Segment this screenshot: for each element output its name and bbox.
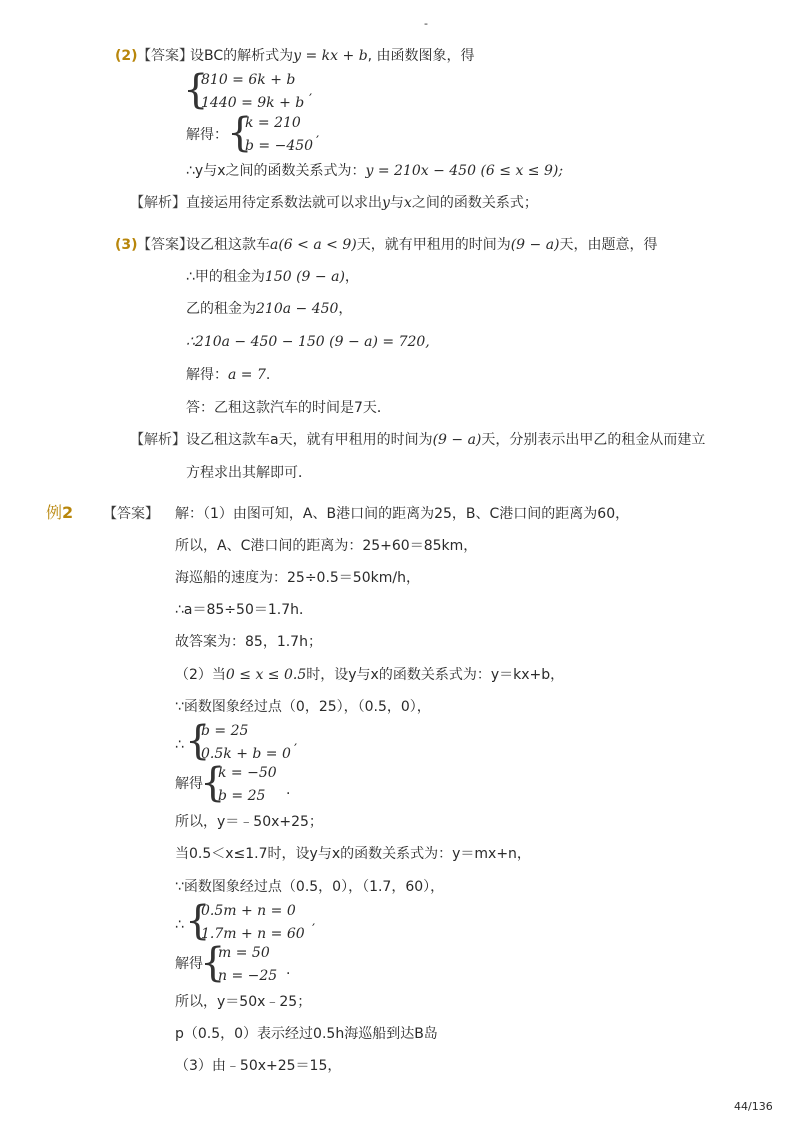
- system1-tail: ′: [309, 92, 313, 108]
- part3-line1: [186, 235, 658, 255]
- part3-line3: [186, 299, 352, 319]
- text: ，: [338, 301, 353, 317]
- system4-tail: .: [286, 782, 291, 798]
- part3-line5: [186, 365, 270, 385]
- part3-answer-tag: 【答案】: [137, 237, 193, 253]
- part2-analysis-tag: 【解析】: [130, 195, 186, 211]
- ex2-line15: 所以，y＝50x﹣25；: [175, 994, 312, 1010]
- text: 直接运用待定系数法就可以求出: [186, 195, 382, 211]
- system5-tail: ′: [312, 922, 316, 938]
- system3-line2: 0.5k + b = 0: [201, 746, 291, 762]
- var: x: [403, 195, 412, 211]
- ex2-line12: ∵函数图象经过点（0.5，0），（1.7，60），: [175, 879, 445, 895]
- ex2-line8-prefix: ∴: [175, 737, 184, 753]
- text: （2）当: [175, 667, 226, 683]
- system-brace: {: [227, 110, 253, 156]
- system2-line1: k = 210: [245, 115, 301, 131]
- page-number: 44/136: [734, 1100, 773, 1113]
- part3-line2: [186, 267, 359, 287]
- system4-line1: k = −50: [218, 765, 277, 781]
- part2-conclusion: [186, 161, 563, 181]
- ex2-line16: p（0.5，0）表示经过0.5h海巡船到达B岛: [175, 1026, 438, 1042]
- system6-tail: .: [286, 962, 291, 978]
- part3-analysis-line2: 方程求出其解即可．: [186, 465, 312, 481]
- part2-analysis: [186, 193, 538, 213]
- ex2-line3: 海巡船的速度为：25÷0.5＝50km/h，: [175, 570, 420, 586]
- formula: (9 − a): [510, 237, 560, 253]
- example-label: [46, 503, 73, 523]
- example-answer-tag: 【答案】: [103, 506, 159, 522]
- text: 时，设y与x的函数关系式为：y＝kx+b，: [306, 667, 565, 683]
- text: 设BC的解析式为: [190, 48, 294, 64]
- formula: 150 (9 − a): [264, 269, 345, 285]
- text: ，: [344, 269, 359, 285]
- ex2-line4: ∴a＝85÷50＝1.7h．: [175, 602, 313, 618]
- system5-line2: 1.7m + n = 60: [201, 926, 305, 942]
- formula: 0 ≤ x ≤ 0.5: [225, 667, 307, 683]
- system1-line2: 1440 = 9k + b: [201, 95, 305, 111]
- system2-tail: ′: [316, 134, 320, 150]
- ex2-line1: 解：（1）由图可知，A、B港口间的距离为25，B、C港口间的距离为60，: [175, 506, 630, 522]
- formula: a = 7: [228, 367, 266, 383]
- formula: y = 210x − 450 (6 ≤ x ≤ 9);: [365, 163, 564, 179]
- text: , 由函数图象，得: [367, 48, 475, 64]
- text: .: [265, 367, 271, 383]
- formula: (9 − a): [432, 432, 482, 448]
- part3-line6: 答：乙租这款汽车的时间是7天．: [186, 400, 391, 416]
- system-brace: {: [183, 67, 209, 113]
- text: 与: [389, 195, 404, 211]
- ex2-line9-prefix: 解得: [175, 776, 203, 792]
- system4-line2: b = 25: [218, 788, 266, 804]
- text: 乙的租金为: [186, 301, 256, 317]
- system3-line1: b = 25: [201, 723, 249, 739]
- text: 解得：: [186, 367, 228, 383]
- header-mark: -: [424, 17, 428, 30]
- text: 天，就有甲租用的时间为: [356, 237, 511, 253]
- part2-answer-tag: 【答案】: [137, 48, 193, 64]
- system-brace: {: [200, 940, 226, 986]
- text: 设乙租这款车a天，就有甲租用的时间为: [186, 432, 433, 448]
- text: 例: [46, 503, 63, 522]
- system-brace: {: [200, 760, 226, 806]
- part2-intro: [190, 46, 475, 66]
- formula: y = kx + b: [293, 48, 368, 64]
- solve-label: 解得：: [186, 127, 228, 143]
- ex2-line11: 当0.5＜x≤1.7时，设y与x的函数关系式为：y＝mx+n，: [175, 846, 531, 862]
- system-brace: {: [185, 718, 211, 764]
- text: 之间的函数关系式；: [411, 195, 538, 211]
- text: 2: [62, 503, 74, 522]
- ex2-line7: ∵函数图象经过点（0，25），（0.5，0），: [175, 699, 431, 715]
- part3-number: (3): [115, 237, 138, 253]
- text: ∴甲的租金为: [186, 269, 265, 285]
- text: ∴y与x之间的函数关系式为：: [186, 163, 366, 179]
- part2-number: (2): [115, 48, 138, 64]
- ex2-line17: （3）由﹣50x+25＝15，: [175, 1058, 342, 1074]
- text: 天，由题意，得: [559, 237, 658, 253]
- ex2-line2: 所以，A、C港口间的距离为：25+60＝85km，: [175, 538, 478, 554]
- part3-analysis-tag: 【解析】: [130, 432, 186, 448]
- ex2-line14-prefix: 解得: [175, 956, 203, 972]
- ex2-line13-prefix: ∴: [175, 917, 184, 933]
- system2-line2: b = −450: [245, 138, 314, 154]
- formula: 210a − 450: [256, 301, 339, 317]
- text: 设乙租这款车: [186, 237, 270, 253]
- part3-line4: ∴210a − 450 − 150 (9 − a) = 720,: [186, 334, 430, 350]
- ex2-line5: 故答案为：85，1.7h；: [175, 634, 322, 650]
- system5-line1: 0.5m + n = 0: [201, 903, 296, 919]
- system6-line2: n = −25: [218, 968, 278, 984]
- var: y: [382, 195, 390, 211]
- system6-line1: m = 50: [218, 945, 270, 961]
- system-brace: {: [185, 898, 211, 944]
- system3-tail: ′: [294, 742, 298, 758]
- formula: a(6 < a < 9): [270, 237, 357, 253]
- text: 天，分别表示出甲乙的租金从而建立: [481, 432, 706, 448]
- part3-analysis: [186, 430, 705, 450]
- ex2-line6: [175, 665, 564, 685]
- system1-line1: 810 = 6k + b: [201, 72, 296, 88]
- ex2-line10: 所以，y＝﹣50x+25；: [175, 814, 323, 830]
